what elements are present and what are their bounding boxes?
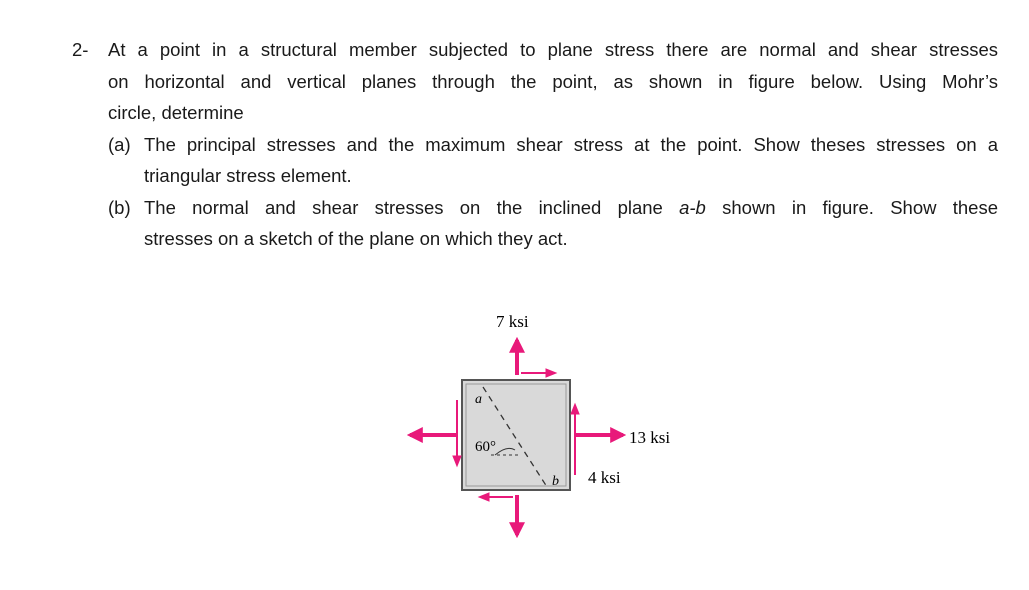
- stress-element-figure: [395, 295, 715, 565]
- point-b-label: b: [552, 474, 559, 489]
- part-b-label: (b): [108, 196, 131, 218]
- intro-line: on horizontal and vertical planes through the point, as shown in figure below. Using Mohr’s: [108, 70, 998, 92]
- problem-number: 2-: [72, 39, 89, 60]
- part-b-line: stresses on a sketch of the plane on which they act.: [144, 228, 568, 249]
- part-b-text: The normal and shear stresses on the inclined plane: [144, 196, 680, 218]
- part-b: [108, 192, 998, 255]
- point-a-label: a: [475, 392, 482, 407]
- part-a-label: (a): [108, 133, 131, 155]
- right-normal-label: 13 ksi: [629, 428, 671, 447]
- part-b-text: shown in figure. Show these: [705, 196, 998, 218]
- problem-statement: [72, 34, 998, 255]
- angle-label: 60°: [475, 439, 496, 455]
- part-a-line: triangular stress element.: [144, 165, 352, 186]
- part-b-line: [144, 192, 998, 224]
- top-stress-label: 7 ksi: [496, 312, 529, 331]
- intro-line: At a point in a structural member subjected to plane stress there are normal and shear stresses: [108, 39, 998, 60]
- part-a: [108, 129, 998, 192]
- part-a-line: The principal stresses and the maximum shear stress at the point. Show theses stresses on a: [144, 133, 998, 155]
- intro-line: circle, determine: [108, 102, 244, 123]
- plane-label: a-b: [679, 196, 706, 218]
- shear-label: 4 ksi: [588, 468, 621, 487]
- problem-intro: [108, 34, 998, 129]
